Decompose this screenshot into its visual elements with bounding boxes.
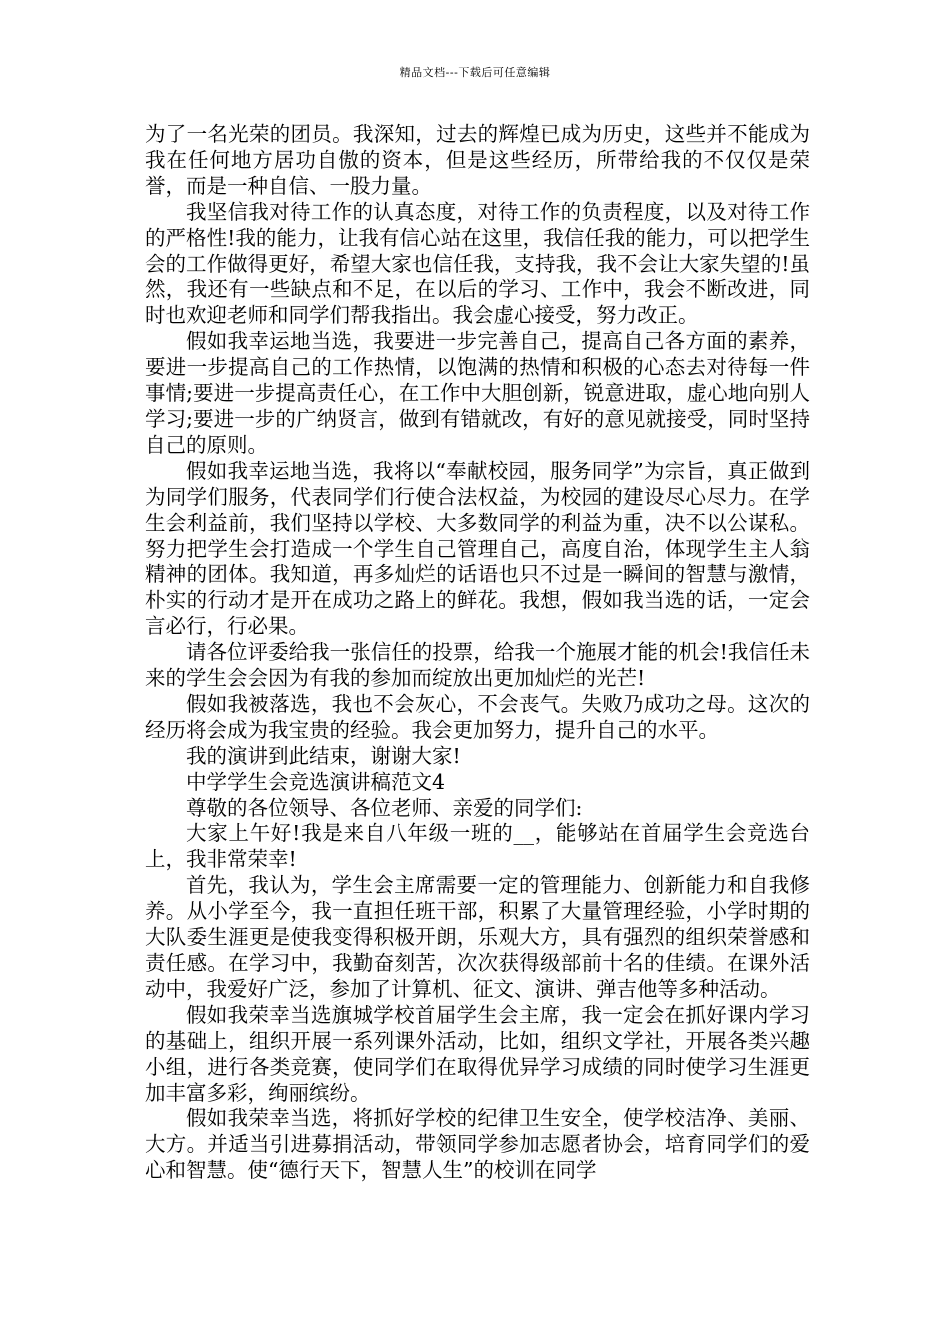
paragraph-3: 假如我幸运地当选，我要进一步完善自己，提高自己各方面的素养，要进一步提高自己的工作热情，以饱满的热情和积极的心态去对待每一件事情;要进一步提高责任心，在工作中大胆创新，锐意进取，虚心地向别人学习;要进一步的广纳贤言，做到有错就改，有好的意见就接受，同时坚持自己的原则。 bbox=[145, 329, 810, 457]
section-heading: 中学学生会竞选演讲稿范文4 bbox=[186, 769, 446, 794]
paragraph-1: 为了一名光荣的团员。我深知，过去的辉煌已成为历史，这些并不能成为我在任何地方居功自傲的资本，但是这些经历，所带给我的不仅仅是荣誉，而是一种自信、一股力量。 bbox=[145, 122, 810, 198]
paragraph-5: 请各位评委给我一张信任的投票，给我一个施展才能的机会!我信任未来的学生会会因为有我的参加而绽放出更加灿烂的光芒! bbox=[145, 640, 810, 691]
paragraph-7: 我的演讲到此结束，谢谢大家! bbox=[186, 743, 461, 768]
page-header: 精品文档---下载后可任意编辑 bbox=[399, 66, 551, 79]
salutation: 尊敬的各位领导、各位老师、亲爱的同学们: bbox=[186, 795, 583, 820]
paragraph-4: 假如我幸运地当选，我将以“奉献校园，服务同学”为宗旨，真正做到为同学们服务，代表同学们行使合法权益，为校园的建设尽心尽力。在学生会利益前，我们坚持以学校、大多数同学的利益为重，决不以公谋私。努力把学生会打造成一个学生自己管理自己，高度自治，体现学生主人翁精神的团体。我知道，再多灿烂的话语也只不过是一瞬间的智慧与激情，朴实的行动才是开在成功之路上的鲜花。我想，假如我当选的话，一定会言必行，行必果。 bbox=[145, 458, 810, 639]
paragraph-2: 我坚信我对待工作的认真态度，对待工作的负责程度，以及对待工作的严格性!我的能力，让我有信心站在这里，我信任我的能力，可以把学生会的工作做得更好，希望大家也信任我，支持我，我不会让大家失望的!虽然，我还有一些缺点和不足，在以后的学习、工作中，我会不断改进，同时也欢迎老师和同学们帮我指出。我会虚心接受，努力改正。 bbox=[145, 199, 810, 328]
document-body bbox=[145, 122, 810, 1184]
paragraph-10: 大家上午好!我是来自八年级一班的__，能够站在首届学生会竞选台上，我非常荣幸! bbox=[145, 821, 810, 872]
paragraph-11: 首先，我认为，学生会主席需要一定的管理能力、创新能力和自我修养。从小学至今，我一直担任班干部，积累了大量管理经验，小学时期的大队委生涯更是使我变得积极开朗，乐观大方，具有强烈的组织荣誉感和责任感。在学习中，我勤奋刻苦，次次获得级部前十名的佳绩。在课外活动中，我爱好广泛，参加了计算机、征文、演讲、弹吉他等多种活动。 bbox=[145, 873, 810, 1001]
paragraph-12: 假如我荣幸当选旗城学校首届学生会主席，我一定会在抓好课内学习的基础上，组织开展一系列课外活动，比如，组织文学社，开展各类兴趣小组，进行各类竞赛，使同学们在取得优异学习成绩的同时使学习生涯更加丰富多彩，绚丽缤纷。 bbox=[145, 1002, 810, 1105]
paragraph-13: 假如我荣幸当选，将抓好学校的纪律卫生安全，使学校洁净、美丽、大方。并适当引进募捐活动，带领同学参加志愿者协会，培育同学们的爱心和智慧。使“德行天下，智慧人生”的校训在同学 bbox=[145, 1106, 810, 1183]
paragraph-6: 假如我被落选，我也不会灰心，不会丧气。失败乃成功之母。这次的经历将会成为我宝贵的经验。我会更加努力，提升自己的水平。 bbox=[145, 691, 810, 742]
